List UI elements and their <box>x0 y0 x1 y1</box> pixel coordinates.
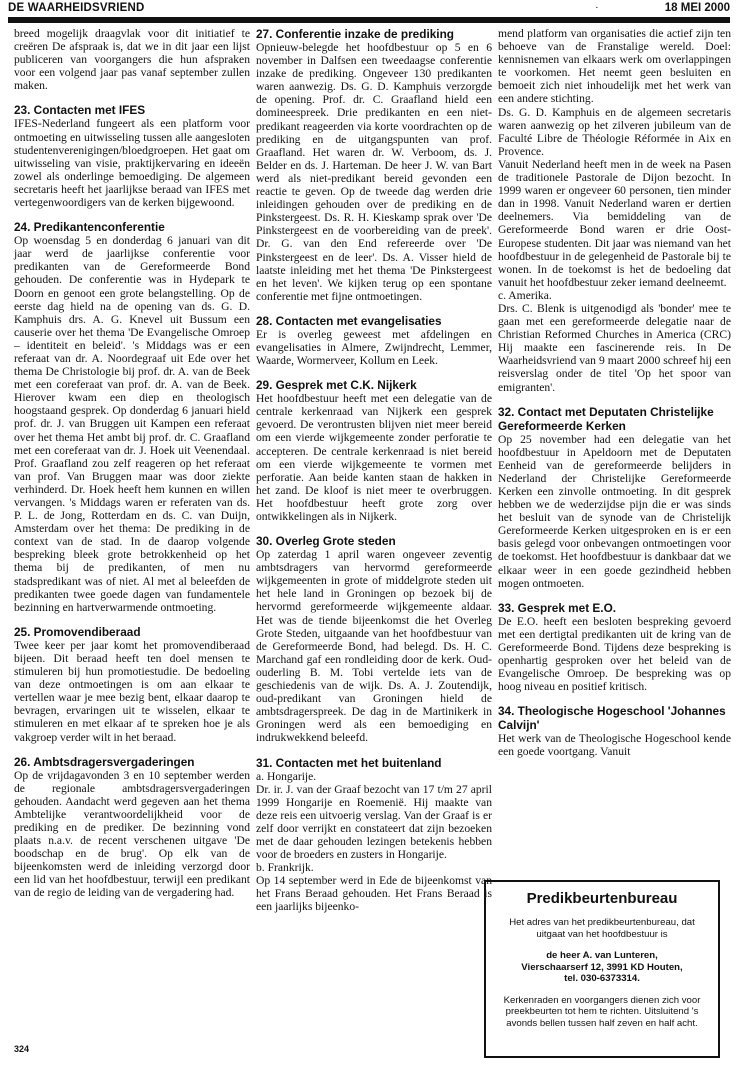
page-number: 324 <box>14 1044 30 1054</box>
section-32-text: Op 25 november had een delegatie van het hoofdbestuur in Apeldoorn met de Deputaten Eenheid van de gereformeerde belijders in Nederland der Christelijke Gereformeerde Kerken een zinvolle ontmoeting. In dit gesprek hebben we de wederzijdse pijn die er was sinds het besluit van de synode van de Christelijk Gereformeerde Kerken uitgesproken en is er een basis gelegd voor onbevangen ontmoetingen voor de toekomst. Het hoofdbestuur is dankbaar dat we elkaar weer in een goede gezindheid hebben mogen ontmoeten. <box>498 432 731 590</box>
box-title: Predikbeurtenbureau <box>526 890 678 907</box>
header-rule <box>8 17 730 23</box>
issue-date: 18 MEI 2000 <box>664 2 730 14</box>
section-23 <box>14 103 250 209</box>
section-25-heading: 25. Promovendiberaad <box>14 624 141 639</box>
dijon-paragraph: Vanuit Nederland heeft men in de week na Pasen de traditionele Pastorale de Dijon bezocht. In 1999 waren er ongeveer 60 personen, tien minder dan in 1998. Vanuit Nederland waren er dertien deelnemers. Via bemiddeling van de Gereformeerde Bond waren er drie Oost-Europese studenten. Dit jaar was niemand van het hoofdbestuur in de gelegenheid de Pastorale bij te wonen. In de toekomst is het de bedoeling dat vanuit het hoofdbestuur zeker iemand deelneemt. <box>498 157 731 289</box>
section-26 <box>14 755 250 900</box>
header-dot: · <box>595 2 599 14</box>
section-31-sub-b: b. Frankrijk. <box>256 861 314 875</box>
publication-title: DE WAARHEIDSVRIEND <box>8 2 145 14</box>
aix-paragraph: Ds. G. D. Kamphuis en de algemeen secretaris waren aanwezig op het zilveren jubileum van de Faculté Libre de Théologie Réformée in Aix en Provence. <box>498 105 731 158</box>
section-34 <box>498 704 731 758</box>
box-address-phone: tel. 030-6373314. <box>564 973 640 984</box>
section-33-heading: 33. Gesprek met E.O. <box>498 600 617 615</box>
section-28-text: Er is overleg geweest met afdelingen en evangelisaties in Almere, Zwijndrecht, Lemmer, Waarde, Wormerveer, Kollum en Leek. <box>256 327 492 368</box>
section-33 <box>498 601 731 694</box>
section-29 <box>256 378 492 523</box>
section-29-heading: 29. Gesprek met C.K. Nijkerk <box>256 378 417 393</box>
section-23-text: IFES-Nederland fungeert als een platform voor ontmoeting en uitwisseling tussen alle aangesloten studentenverenigingen/bloedgroepen. Het gaat om uitwisseling van visie, praktijkervaring en ideeën zowel als onderlinge bemoediging. De algemeen secretaris heeft het jaarlijkse beraad van IFES met vertegenwoordigers van de kerken bijgewoond. <box>14 117 250 210</box>
section-31-text-b: Op 14 september werd in Ede de bijeenkomst van het Frans Beraad gehouden. Het Frans Beraad is een jaarlijks bijeenko- <box>256 874 492 914</box>
section-25-text: Twee keer per jaar komt het promovendiberaad bijeen. Dit beraad heeft ten doel mensen te stimuleren bij hun promotiestudie. De bedoeling van deze ontmoetingen is om aan elkaar te vertellen waar je mee bezig bent, elkaar daarop te bevragen, ervaringen uit te wisselen, elkaar te stimuleren en met elkaar af te spreken hoe je als vakgroep verder wilt in het beraad. <box>14 638 250 744</box>
section-31-text-a: Dr. ir. J. van der Graaf bezocht van 17 t/m 27 april 1999 Hongarije en Roemenië. Hij maakte van deze reis een uitvoerig verslag. Van der Graaf is er zelf door verrijkt en constateert dat zijn bezoeken met de daar gehouden lezingen betekenis hebben voor de broeders en zusters in Hongarije. <box>256 782 492 862</box>
section-23-heading: 23. Contacten met IFES <box>14 103 146 118</box>
continued-paragraph: mend platform van organisaties die actief zijn ten behoeve van de Franstalige wereld. Doel: kennisnemen van elkaars werk om overlappingen te voorkomen. Het neemt geen besluiten en bemoeit zich niet inhoudelijk met het werk van een andere stichting. <box>498 27 731 106</box>
section-31 <box>256 756 492 914</box>
box-intro: Het adres van het predikbeurtenbureau, dat uitgaat van het hoofdbestuur is <box>509 917 695 940</box>
section-26-text: Op de vrijdagavonden 3 en 10 september werden de regionale ambtsdragersvergaderingen gehouden. Aandacht werd gegeven aan het thema Ambtelijke verantwoordelijkheid voor de prediking en de prediker. De bezinning vond plaats n.a.v. de recent verschenen uitgave 'De boodschap en de brug'. Op elk van de bijeenkomsten werd de inleiding verzorgd door een lid van het hoofdbestuur, terwijl een predikant van de regio de leiding van de vergadering had. <box>14 768 250 900</box>
section-33-text: De E.O. heeft een besloten bespreking gevoerd met een dertigtal predikanten uit de kring van de Gereformeerde Bond. Tijdens deze bespreking is openhartig gesproken over het beleid van de Evangelische Omroep. De bespreking was op hoog niveau en positief kritisch. <box>498 614 731 694</box>
section-31-sub-c: c. Amerika. <box>498 288 552 302</box>
section-28-heading: 28. Contacten met evangelisaties <box>256 313 442 328</box>
column-3 <box>498 27 731 759</box>
section-31-sub-a: a. Hongarije. <box>256 769 317 783</box>
section-28 <box>256 314 492 367</box>
section-34-text: Het werk van de Theologische Hogeschool kende een goede voortgang. Vanuit <box>498 732 731 759</box>
box-address <box>486 950 718 985</box>
intro-paragraph: breed mogelijk draagvlak voor dit initiatief te creëren De afspraak is, dat we in dit jaar een lijst publiceren van voorgangers die hun afspraken voor een volgend jaar pas vanaf september zullen maken. <box>14 27 250 93</box>
section-25 <box>14 625 250 744</box>
section-27-heading: 27. Conferentie inzake de prediking <box>256 27 454 41</box>
box-address-street: Vierschaarserf 12, 3991 KD Houten, <box>521 961 683 973</box>
box-note: Kerkenraden en voorgangers dienen zich voor preekbeurten tot hem te richten. Uitsluitend 's avonds bellen tussen half zeven en half acht. <box>503 994 701 1029</box>
section-26-heading: 26. Ambtsdragersvergaderingen <box>14 754 195 769</box>
section-32-heading: 32. Contact met Deputaten Christelijke Gereformeerde Kerken <box>498 404 714 433</box>
predikbeurtenbureau-box <box>484 880 720 1058</box>
section-29-text: Het hoofdbestuur heeft met een delegatie van de centrale kerkenraad van Nijkerk een gesprek gevoerd. De verontrusten blijven niet meer bereid om een vierde wijkgemeente zonder perforatie te accepteren. De centrale kerkenraad is niet bereid om een vierde wijkgemeente te vormen met perforatie. Aan beide kanten staan de hakken in het zand. De kloof is niet meer te overbruggen. Het hoofdbestuur heeft grote zorg over ontwikkelingen als in Nijkerk. <box>256 392 492 523</box>
page-header <box>8 2 730 18</box>
section-31-heading: 31. Contacten met het buitenland <box>256 755 442 770</box>
section-30 <box>256 534 492 744</box>
section-30-text: Op zaterdag 1 april waren ongeveer zeventig ambtsdragers van hervormd gereformeerde wijkgemeenten in grote of middelgrote steden uit het hele land in Groningen op bezoek bij de hervormd gereformeerde wijkgemeente aldaar. Het was de tiende bijeenkomst die het Overleg Grote Steden, uitgaande van het hoofdbestuur van de Gereformeerde Bond, had belegd. Ds. H. C. Marchand gaf een rondleiding door de kerk. Oud-ouderling B. M. Tobi vertelde iets van de geschiedenis van de wijk. Ds. A. J. Zoutendijk, oud-predikant van Groningen hield de ambtsdragerspreek. De dag in de Martinikerk in Groningen werd als een bemoediging en indrukwekkend beleefd. <box>256 548 492 745</box>
america-paragraph: Drs. C. Blenk is uitgenodigd als 'bonder' mee te gaan met een gereformeerde delegatie naar de Christian Reformed Churches in America (CRC) Hij maakte een fascinerende reis. In De Waarheidsvriend van 9 maart 2000 schreef hij een reisverslag onder de titel 'Op het spoor van emigranten'. <box>498 301 731 394</box>
section-24-heading: 24. Predikantenconferentie <box>14 220 165 235</box>
section-30-heading: 30. Overleg Grote steden <box>256 534 396 549</box>
box-address-name: de heer A. van Lunteren, <box>546 950 658 961</box>
section-27 <box>256 27 492 303</box>
section-27-text: Opnieuw-belegde het hoofdbestuur op 5 en 6 november in Dalfsen een tweedaagse conferentie inzake de prediking. Ongeveer 130 predikanten waren aanwezig. Ds. G. D. Kamphuis verzorgde de opening. Prof. dr. C. Graafland hield een domineespreek. Drie predikanten en een niet-predikant reageerden via korte voordrachten op de prediking en de uitgangspunten van prof. Graafland. Het waren dr. W. Verboom, ds. J. Belder en ds. J. Harteman. De heer J. W. van Bart werd als niet-predikant bereid gevonden een reactie te geven. Op de tweede dag werden drie inleidingen gehouden over de prediking en de Pinkstergeest. Ds. R. H. Kieskamp sprak over 'De Pinkstergeest en de voorbereiding van de preek'. Dr. G. van den End refereerde over 'De Pinkstergeest en de leer'. Ds. A. Visser hield de laatste inleiding met het thema 'De Pinkstergeest en het leven'. We kijken terug op een spontane conferentie met fijne ontmoetingen. <box>256 41 492 303</box>
section-32 <box>498 405 731 590</box>
section-24-text: Op woensdag 5 en donderdag 6 januari van dit jaar werd de jaarlijkse conferentie voor predikanten van de Gereformeerde Bond gehouden. De conferentie was in Hydepark te Doorn en genoot een grote belangstelling. Op de eerste dag hield na de opening van ds. G. D. Kamphuis drs. A. G. Knevel uit Bussum een causerie over het thema 'De Evangelische Omroep – identiteit en beleid'. 's Middags was er een referaat van dr. A. Noordegraaf uit Ede over het thema De Christologie bij prof. dr. A. van de Beek met een coreferaat van prof. dr. A. van de Beek. Hierover kwam een diep en theologisch hoogstaand gesprek. Op donderdag 6 januari hield prof. dr. J. van Bruggen uit Kampen een referaat over het thema Het ambt bij prof. dr. C. Graafland met een coreferaat van dr. J. Hoek uit Veenendaal. Prof. Graafland zou zelf reageren op het referaat van prof. Van Bruggen maar was door ziekte verhinderd. Dr. Hoek heeft hem kunnen en willen vervangen. 's Middags waren er referaten van ds. P. L. de Jong, Rotterdam en ds. C. van Duijn, Amsterdam over het thema: De prediking in de context van de stad. In de daarop volgende bespreking bleek grote betrokkenheid op het thema bij de predikanten, of men nu stadspredikant was of niet. Al met al beleefden de predikanten twee goede dagen van fundamentele bezinning en hartverwarmende ontmoeting. <box>14 234 250 614</box>
column-2 <box>256 27 492 914</box>
section-34-heading: 34. Theologische Hogeschool 'Johannes Calvijn' <box>498 704 726 733</box>
column-1 <box>14 27 250 900</box>
section-24 <box>14 220 250 614</box>
